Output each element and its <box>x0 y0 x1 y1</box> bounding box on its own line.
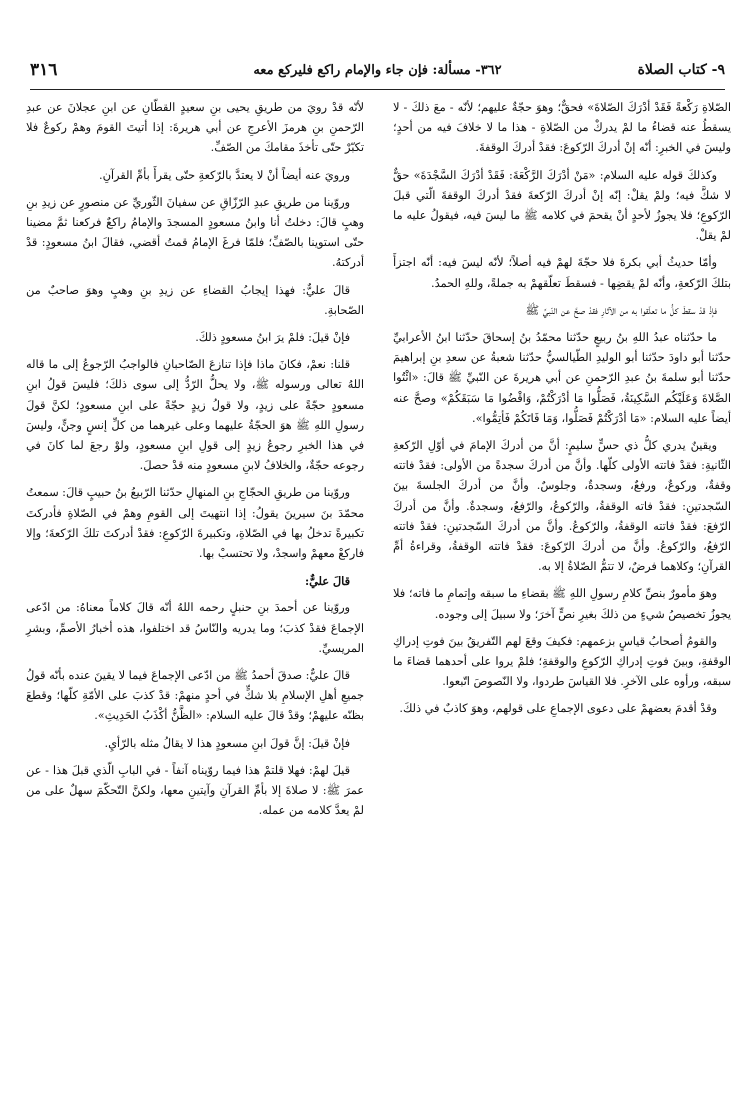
paragraph: وروّينا من طريقِ عبدِ الرّزّاقِ عن سفيانَ الثّوريِّ عن منصورٍ عن زيدِ بنِ وهبٍ قالَ: دخلتُ أنا وابنُ مسعودٍ المسجدَ والإمامُ راكعٌ فركعنا ثمَّ مضينا حتّى استوينا بالصّفِّ؛ فلمّا فرغَ الإمامُ قمتُ أقضي، فقالَ ابنُ مسعودٍ: قدْ أدركتهُ. <box>26 195 364 270</box>
paragraph: فإنْ قيلَ: فلمْ يرَ ابنُ مسعودٍ ذلكَ. <box>195 331 350 345</box>
paragraph: وهوَ مأمورٌ بنصِّ كلامِ رسولِ اللهِ ﷺ بقضاءِ ما سبقه وإتمامِ ما فاته؛ فلا يجوزُ تخصيصُ شيءٍ من ذلكَ بغيرِ نصٍّ آخرَ؛ ولا سبيلَ إلى وجوده. <box>393 587 731 621</box>
paragraph: وروّينا عن أحمدَ بنِ حنبلٍ رحمه اللهُ أنّه قالَ كلاماً معناهُ: من ادّعى الإجماعَ فقدْ كذبَ؛ وما يدريه والنّاسُ قد اختلفوا، هذه أخبارُ الأصمِّ، وبشرِ المريسيِّ. <box>26 601 364 655</box>
page-number: ٣١٦ <box>30 60 58 80</box>
paragraph: فإذْ قدْ سقطَ كلُّ ما تعلّقوا به من الآثارِ فقدْ صحَّ عن النّبيِّ ﷺ <box>525 303 717 317</box>
left-column <box>26 98 364 829</box>
paragraph: قالَ عليٌّ: فهذا إيجابُ القضاءِ عن زيدِ بنِ وهبٍ وهوَ صاحبٌ من الصّحابةِ. <box>26 283 364 317</box>
paragraph: وكذلكَ قوله عليه السلام: «مَنْ أدْرَكَ الرَّكْعَةَ: فَقَدْ أدْرَكَ السَّجْدَةَ» حقٌّ لا شكَّ فيه؛ ولمْ يقلْ: إنّه إنْ أدركَ الرّكعةَ فقدْ أدركَ الوقفةَ الّتي قبلَ الرّكوعِ؛ فلا يجوزُ لأحدٍ أنْ يقحمَ في كلامه ﷺ ما ليسَ فيه، فيقولُ عليه ما لمْ يقلْ. <box>393 168 731 243</box>
paragraph: الصّلاةِ رَكْعةً فَقَدْ أدْرَكَ الصّلاةَ» فحقٌّ؛ وهوَ حجّةٌ عليهم؛ لأنّه - معَ ذلكَ - لا يسقطُ عنه قضاءُ ما لمْ يدركْ من الصّلاةِ - هذا ما لا خلافَ فيه من أحدٍ؛ وليسَ في الخبرِ: أنّه إنْ أدركَ الرّكوعَ: فقدْ أدركَ الوقفةَ. <box>393 101 731 155</box>
issue-title: ٣٦٢- مسألة: فإن جاء والإمام راكع فليركع معه <box>253 63 502 78</box>
paragraph: فإنْ قيلَ: إنَّ قولَ ابنِ مسعودٍ هذا لا يقالُ مثله بالرّأيِ. <box>104 736 350 750</box>
page-header <box>22 58 733 86</box>
right-column <box>393 98 731 727</box>
paragraph: ورويَ عنه أيضاً أنْ لا يعتدَّ بالرّكعةِ حتّى يقرأَ بأمِّ القرآنِ. <box>99 168 350 182</box>
paragraph: وأمّا حديثُ أبي بكرةَ فلا حجّةَ لهمْ فيه أصلاً؛ لأنّه ليسَ فيه: أنّه اجتزأَ بتلكَ الرّكعةِ، وأنّه لمْ يقضِها - فسقطَ تعلّقهمْ به جملةً، وللهِ الحمدُ. <box>393 256 731 290</box>
paragraph: وروّينا من طريقِ الحجّاجِ بنِ المنهالِ حدّثنا الرّبيعُ بنُ حبيبٍ قالَ: سمعتُ محمّدَ بنَ سيرينَ يقولُ: إذا انتهيتَ إلى القومِ وهمْ في الصّلاةِ فأدركتَ تكبيرةً تدخلُ بها في الصّلاةِ، وتكبيرةَ الرّكوعِ: فقدْ أدركتَ تلكَ الرّكعةَ؛ وإلا فاركعْ معهمْ واسجدْ، ولا تحتسبْ بها. <box>26 486 364 561</box>
paragraph: قالَ عليٌّ: صدقَ أحمدُ ﷺ من ادّعى الإجماعَ فيما لا يقينَ عنده بأنّه قولُ جميعِ أهلِ الإسلامِ بلا شكٍّ في أحدٍ منهمْ: قدْ كذبَ على الأمّةِ كلّها؛ وقطعَ بظنّه عليهمْ؛ وقدْ قالَ عليه السلام: «الظَّنُّ أكْذَبُ الحَدِيثِ». <box>26 669 364 723</box>
paragraph: والقومُ أصحابُ قياسٍ بزعمهم: فكيفَ وقعَ لهم التّفريقُ بينَ فوتِ إدراكِ الوقفةِ، وبينَ فوتِ إدراكِ الرّكوعِ والوقفةِ؛ فلمْ يروا على أحدهما قضاءَ ما سبقه، ورأوه على الآخرِ. فلا القياسَ طردوا، ولا النّصوصَ اتّبعوا. <box>393 634 731 689</box>
paragraph: ما حدّثناه عبدُ اللهِ بنُ ربيعٍ حدّثنا محمّدُ بنُ إسحاقَ حدّثنا ابنُ الأعرابيِّ حدّثنا أبو داودَ حدّثنا أبو الوليدِ الطّيالسيُّ حدّثنا شعبةُ عن سعدِ بنِ إبراهيمَ حدّثنا أبو سلمةَ بنُ عبدِ الرّحمنِ عن أبي هريرةَ عن النّبيِّ ﷺ قالَ: «ائْتُوا الصَّلاةَ وَعَلَيْكُم السَّكِينَةُ، فَصَلُّوا مَا أدْرَكْتُمْ، وَاقْضُوا مَا سَبَقَكُمْ» وصحَّ عنه أيضاً عليه السلام: «مَا أدْرَكْتُمْ فَصَلُّوا، وَمَا فَاتَكُمْ فَأتِمُّوا». <box>393 331 731 425</box>
paragraph: قلنا: نعمْ، فكانَ ماذا فإذا تنازعَ الصّاحبانِ فالواجبُ الرّجوعُ إلى ما قاله اللهُ تعالى ورسوله ﷺ، ولا يحلُّ الرّدُّ إلى سوى ذلكَ؛ فليسَ قولُ ابنِ مسعودٍ حجّةً على زيدٍ، ولا قولُ زيدٍ حجّةً على ابنِ مسعودٍ؛ لكنَّ قولَ رسولِ اللهِ ﷺ هوَ الحجّةُ عليهما وعلى غيرهما من كلِّ إنسٍ وجنٍّ، وليسَ في هذا الخبرِ رجوعُ زيدٍ إلى قولِ ابنِ مسعودٍ، ولوْ رجعَ لما كانَ في رجوعه حجّةٌ، والخلافُ لابنِ مسعودٍ منه قدْ حصلَ. <box>26 358 364 473</box>
paragraph: وقدْ أقدمَ بعضهمْ على دعوى الإجماعِ على قولهم، وهوَ كاذبٌ في ذلكَ. <box>399 702 717 716</box>
header-rule <box>30 89 725 90</box>
paragraph: ويقينٌ يدري كلُّ ذي حسٍّ سليمٍ: أنَّ من أدركَ الإمامَ في أوّلِ الرّكعةِ الثّانيةِ: فقدْ فاتته الأولى كلّها. وأنَّ من أدركَ سجدةً من الأولى: فقدْ فاتته وقفةٌ، وركوعٌ، ورفعٌ، وسجدةٌ، وجلوسٌ. وأنَّ من أدركَ الجلسةَ بينَ السّجدتينِ: فقدْ فاته الوقفةُ، والرّكوعُ، والرّفعُ، وسجدةٌ. وأنَّ من أدركَ الرّفعَ: فقدْ فاتته الوقفةُ، والرّكوعُ. وأنَّ من أدركَ السّجدتينِ: فقدْ فاتته الرّفعُ، والرّكوعُ. وأنَّ من أدركَ الرّكوعَ: فقدْ فاتته الوقفةُ، وقراءةُ أمِّ القرآنِ؛ وكلاهما فرضٌ، لا تتمُّ الصّلاةُ إلا به. <box>393 439 731 574</box>
chapter-title: ٩- كتاب الصلاة <box>637 62 725 78</box>
paragraph: قيلَ لهمْ: فهلا قلتمْ هذا فيما روّيناه آنفاً - في البابِ الّذي قبلَ هذا - عن عمرَ ﷺ: لا صلاةَ إلا بأمِّ القرآنِ وآيتينِ معها، ولكنَّ التّحكّمَ سهلٌ على من لمْ يعدَّ كلامه من عمله. <box>26 763 364 818</box>
section-heading: قالَ عليٌّ: <box>304 574 350 589</box>
paragraph: لأنّه قدْ رويَ من طريقِ يحيى بنِ سعيدٍ القطّانِ عن ابنِ عجلانَ عن عبدِ الرّحمنِ بنِ هرمزَ الأعرجِ عن أبي هريرةَ: إذا أتيتَ القومَ وهمْ ركوعٌ فلا تكبّرْ حتّى تأخذَ مقامكَ من الصّفِّ. <box>26 101 364 155</box>
